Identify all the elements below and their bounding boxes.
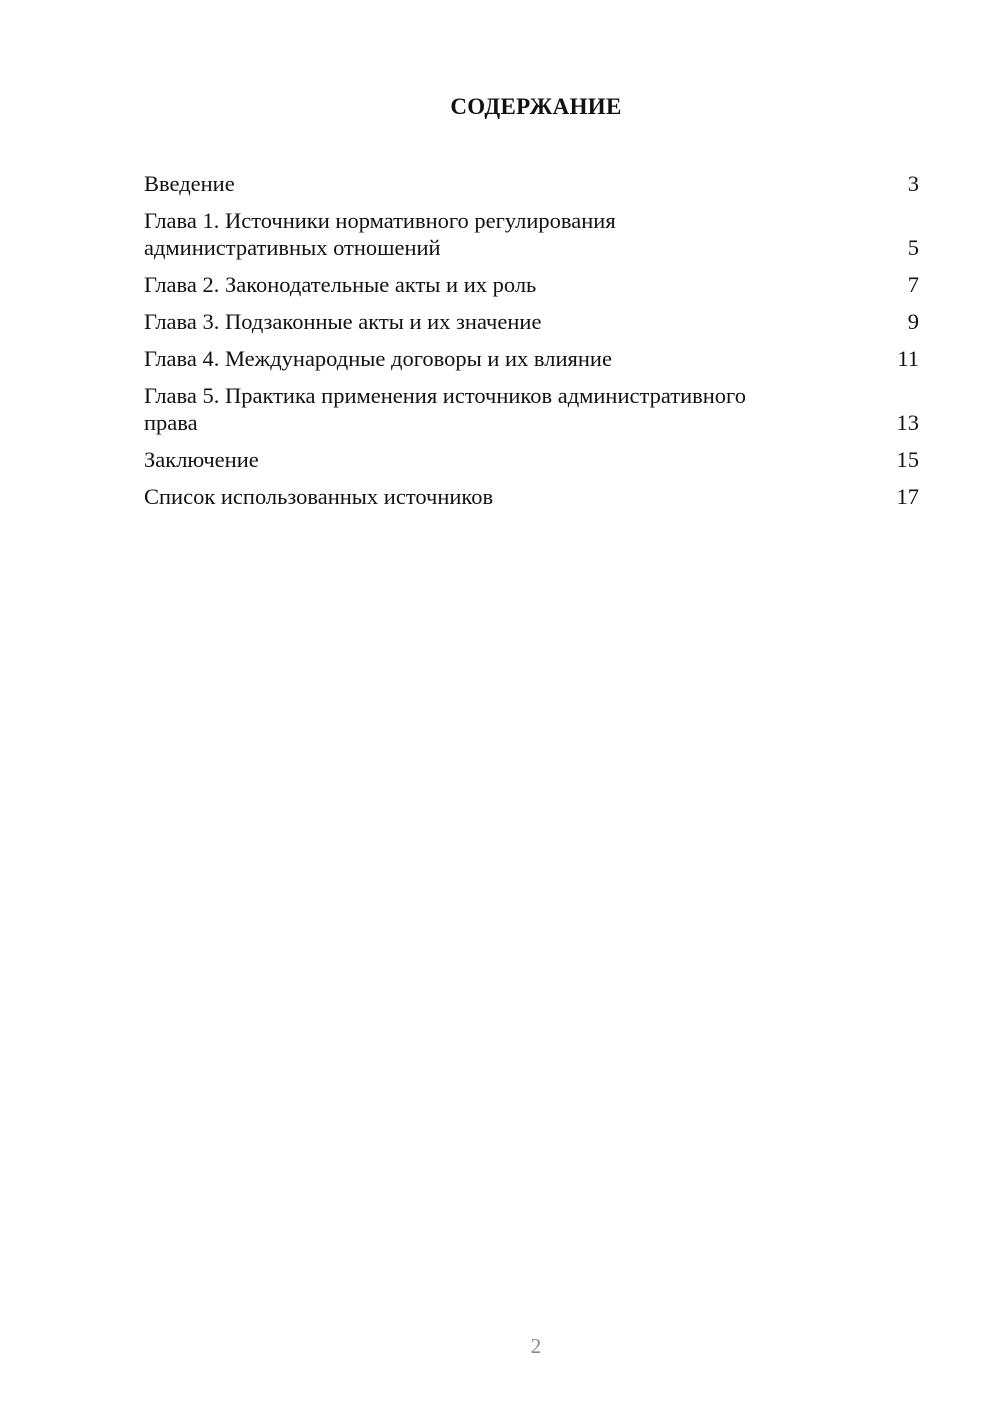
toc-entry [144,271,919,298]
toc-entry-line: Глава 2. Законодательные акты и их роль [144,272,537,297]
table-of-contents [144,170,919,520]
toc-page-number: 3 [907,171,919,196]
toc-entry-label [144,170,889,197]
toc-entry [144,207,919,261]
toc-entry-line: Глава 3. Подзаконные акты и их значение [144,309,542,334]
toc-entry [144,345,919,372]
page-title: СОДЕРЖАНИЕ [450,94,622,119]
toc-entry-label [144,382,889,436]
toc-page-number: 17 [896,484,919,509]
toc-page-number: 5 [907,235,919,260]
toc-entry-line: Глава 1. Источники нормативного регулирования [144,208,616,233]
toc-entry-label [144,483,889,510]
toc-entry [144,382,919,436]
toc-entry-line: Глава 5. Практика применения источников административного [144,383,746,408]
toc-entry-label [144,446,889,473]
toc-entry-line: Глава 4. Международные договоры и их влияние [144,346,612,371]
toc-page-number: 7 [907,272,919,297]
toc-entry-line: права [144,410,198,435]
toc-entry-line: Введение [144,171,235,196]
toc-entry [144,308,919,335]
toc-entry-label [144,345,889,372]
toc-entry-line: Заключение [144,447,259,472]
toc-page-number: 9 [907,309,919,334]
toc-entry [144,483,919,510]
toc-entry [144,170,919,197]
toc-page-number: 11 [897,346,919,371]
toc-entry-label [144,308,889,335]
toc-entry [144,446,919,473]
toc-page-number: 13 [896,410,919,435]
toc-entry-line: административных отношений [144,235,441,260]
toc-page-number: 15 [896,447,919,472]
toc-entry-line: Список использованных источников [144,484,494,509]
toc-entry-label [144,271,889,298]
toc-entry-label [144,207,889,261]
page-number: 2 [530,1334,542,1358]
